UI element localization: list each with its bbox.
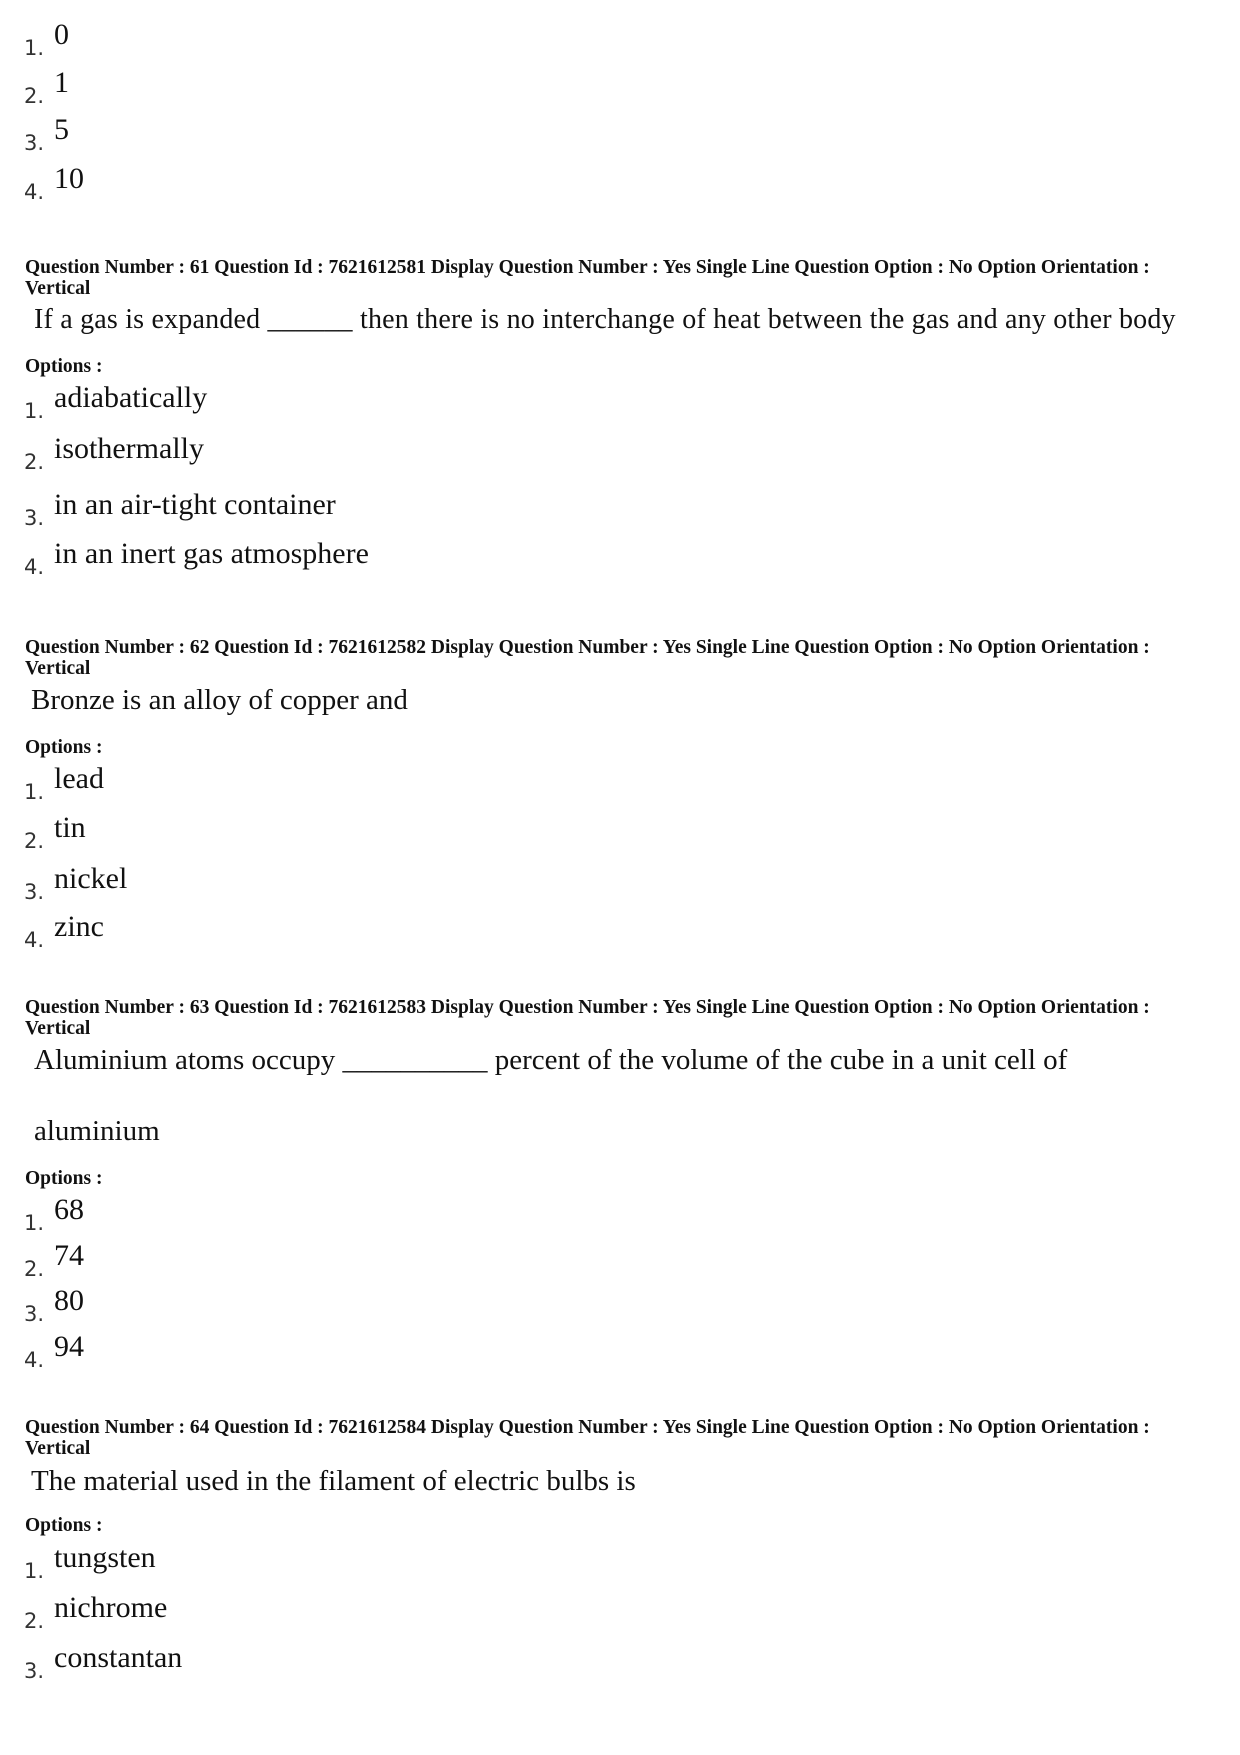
option-text: constantan <box>54 1641 183 1674</box>
option-number: 4. <box>24 1348 45 1372</box>
option-text: adiabatically <box>54 381 208 414</box>
option-text: 5 <box>54 113 69 146</box>
option-number: 3. <box>24 506 45 530</box>
options-label: Options : <box>25 356 103 377</box>
option-text: 74 <box>54 1239 84 1272</box>
question-text: The material used in the filament of electric bulbs is <box>31 1465 636 1497</box>
option-item <box>24 162 84 206</box>
question-text: If a gas is expanded ______ then there is no interchange of heat between the gas and any other body <box>34 304 1176 335</box>
option-number: 3. <box>24 1659 45 1683</box>
option-number: 1. <box>24 780 45 804</box>
option-item <box>24 66 69 110</box>
option-number: 1. <box>24 36 45 60</box>
option-item <box>24 1193 84 1237</box>
question-header: Question Number : 62 Question Id : 7621612582 Display Question Number : Yes Single Line Question Option : No Option Orientation : Vertical <box>25 637 1150 679</box>
option-item <box>24 1591 168 1635</box>
option-text: zinc <box>54 910 104 943</box>
option-number: 2. <box>24 84 45 108</box>
option-number: 2. <box>24 1609 45 1633</box>
option-item <box>24 381 208 425</box>
option-text: 10 <box>54 162 84 195</box>
option-text: tin <box>54 811 86 844</box>
option-item <box>24 537 369 581</box>
option-number: 1. <box>24 1211 45 1235</box>
option-number: 4. <box>24 180 45 204</box>
option-number: 2. <box>24 829 45 853</box>
options-label: Options : <box>25 1515 103 1536</box>
option-text: nichrome <box>54 1591 168 1624</box>
option-number: 4. <box>24 555 45 579</box>
option-item <box>24 1541 156 1585</box>
question-text: Bronze is an alloy of copper and <box>31 684 408 716</box>
option-text: lead <box>54 762 104 795</box>
question-header: Question Number : 64 Question Id : 7621612584 Display Question Number : Yes Single Line Question Option : No Option Orientation : Vertical <box>25 1417 1150 1459</box>
option-number: 1. <box>24 1559 45 1583</box>
option-number: 3. <box>24 880 45 904</box>
option-item <box>24 1641 183 1685</box>
option-item <box>24 910 104 954</box>
option-number: 2. <box>24 1257 45 1281</box>
option-number: 3. <box>24 1302 45 1326</box>
option-item <box>24 862 128 906</box>
option-item <box>24 432 204 476</box>
question-text-continued: aluminium <box>34 1115 160 1147</box>
option-item <box>24 762 104 806</box>
option-item <box>24 1239 84 1283</box>
option-text: in an air-tight container <box>54 488 336 521</box>
options-label: Options : <box>25 1168 103 1189</box>
option-item <box>24 18 69 62</box>
question-header: Question Number : 63 Question Id : 7621612583 Display Question Number : Yes Single Line Question Option : No Option Orientation : Vertical <box>25 997 1150 1039</box>
option-number: 3. <box>24 131 45 155</box>
option-number: 4. <box>24 928 45 952</box>
option-item <box>24 488 336 532</box>
option-text: 1 <box>54 66 69 99</box>
option-text: isothermally <box>54 432 204 465</box>
option-number: 2. <box>24 450 45 474</box>
option-text: 68 <box>54 1193 84 1226</box>
option-number: 1. <box>24 399 45 423</box>
option-item <box>24 1330 84 1374</box>
option-text: in an inert gas atmosphere <box>54 537 369 570</box>
option-item <box>24 1284 84 1328</box>
option-text: 0 <box>54 18 69 51</box>
option-text: 94 <box>54 1330 84 1363</box>
option-text: 80 <box>54 1284 84 1317</box>
option-item <box>24 811 86 855</box>
question-text: Aluminium atoms occupy __________ percent of the volume of the cube in a unit cell of <box>34 1044 1068 1076</box>
options-label: Options : <box>25 737 103 758</box>
question-header: Question Number : 61 Question Id : 7621612581 Display Question Number : Yes Single Line Question Option : No Option Orientation : Vertical <box>25 257 1150 299</box>
option-text: tungsten <box>54 1541 156 1574</box>
option-item <box>24 113 69 157</box>
option-text: nickel <box>54 862 128 895</box>
